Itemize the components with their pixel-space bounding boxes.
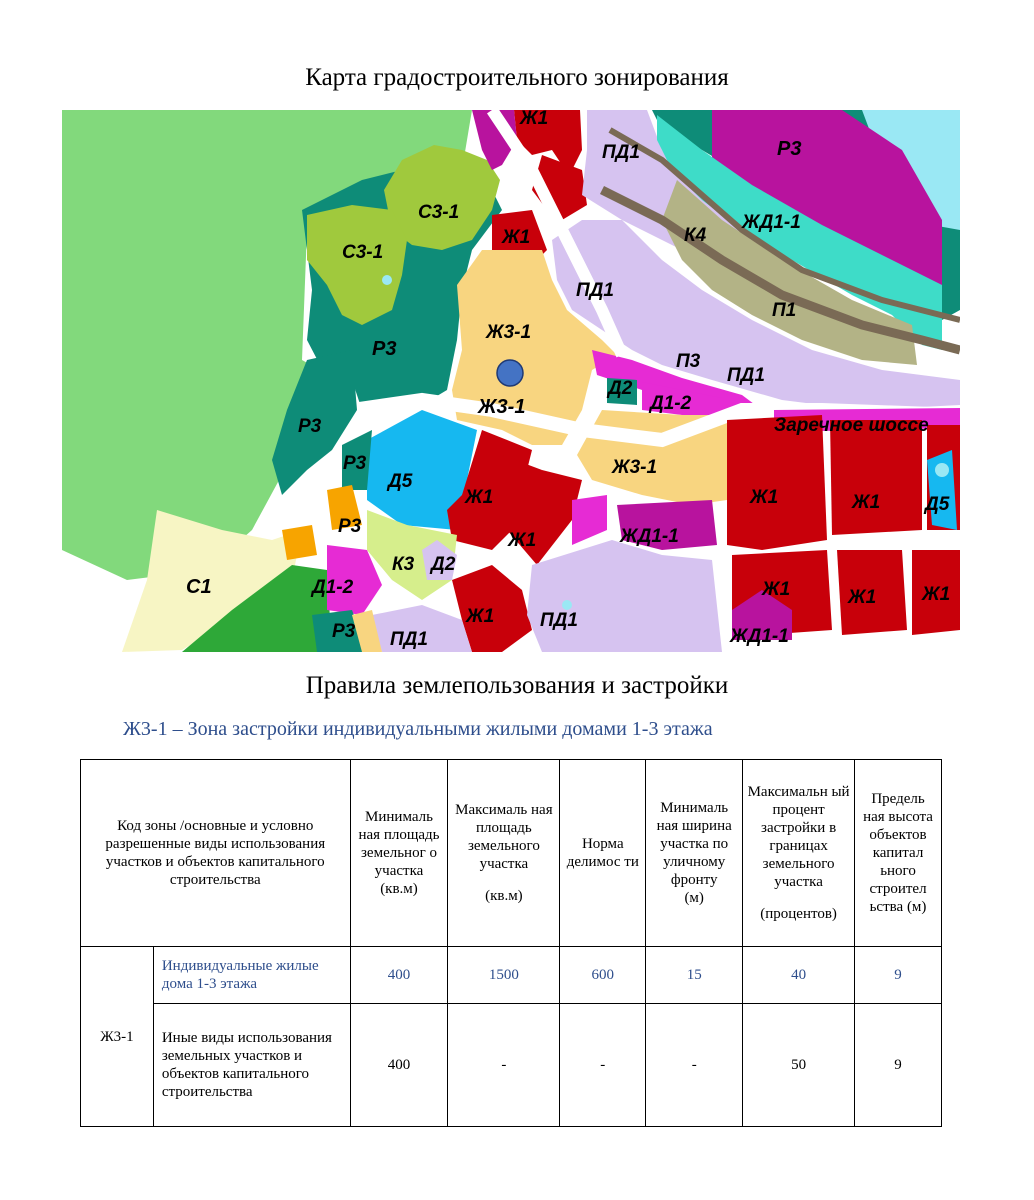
label-s1: С1 — [186, 576, 212, 598]
label-s3-1-right: С3-1 — [418, 202, 460, 223]
header-max-percent-unit: (процентов) — [760, 906, 837, 922]
label-pd1-mid: ПД1 — [576, 280, 614, 301]
table-row — [81, 1004, 942, 1127]
header-min-width-label: Минималь ная ширина участка по уличному фронту — [656, 800, 732, 888]
label-zh1-e: Ж1 — [762, 579, 791, 600]
label-s3-1-left: С3-1 — [342, 242, 384, 263]
label-pd1-bottom: ПД1 — [390, 629, 428, 650]
row-divisibility: 600 — [560, 947, 646, 1004]
label-k4: К4 — [684, 225, 707, 246]
row-max-height: 9 — [855, 947, 942, 1004]
label-d1-2-lower: Д1-2 — [312, 577, 354, 598]
label-zhd1-1-mid: ЖД1-1 — [620, 526, 679, 547]
header-min-area-label: Минималь ная площадь земельног о участка — [358, 809, 440, 879]
water-spot-a — [382, 275, 392, 285]
header-divisibility: Норма делимос ти — [560, 760, 646, 947]
header-max-percent — [743, 760, 855, 947]
label-zh1-b: Ж1 — [750, 487, 779, 508]
label-street: Заречное шоссе — [774, 415, 929, 436]
label-zh3-1-north: Ж3-1 — [486, 322, 532, 343]
label-r3-bottom: Р3 — [332, 621, 356, 642]
row-max-area: - — [448, 1004, 560, 1127]
label-p1: П1 — [772, 300, 797, 321]
row-type: Иные виды использования земельных участков и объектов капитального строительства — [153, 1004, 350, 1127]
row-type: Индивидуальные жилые дома 1-3 этажа — [153, 947, 350, 1004]
label-zh1-f: Ж1 — [848, 587, 877, 608]
zone-code-cell: Ж3-1 — [81, 947, 154, 1127]
header-min-area-unit: (кв.м) — [380, 881, 418, 897]
row-max-height: 9 — [855, 1004, 942, 1127]
table-header-row — [81, 760, 942, 947]
row-max-percent: 40 — [743, 947, 855, 1004]
label-pd1-top: ПД1 — [602, 142, 640, 163]
location-marker[interactable] — [497, 360, 523, 386]
header-max-area — [448, 760, 560, 947]
header-max-percent-label: Максимальн ый процент застройки в границах земельного участка — [747, 784, 850, 890]
header-min-width — [646, 760, 743, 947]
label-zh1-h: Ж1 — [466, 606, 495, 627]
label-r3-small: Р3 — [338, 516, 362, 537]
label-zhd1-1-top: ЖД1-1 — [742, 212, 801, 233]
rules-table — [80, 759, 942, 1127]
label-zh3-1-main: Ж3-1 — [478, 396, 526, 418]
zone-zh1-east-b[interactable] — [830, 420, 922, 535]
zoning-map[interactable] — [62, 110, 960, 652]
water-spot-b — [562, 600, 572, 610]
label-r3-d5: Р3 — [343, 453, 367, 474]
row-min-width: 15 — [646, 947, 743, 1004]
label-zh3-1-east: Ж3-1 — [612, 457, 658, 478]
label-r3-top: Р3 — [777, 138, 802, 160]
label-d5-east: Д5 — [925, 494, 950, 515]
row-min-width: - — [646, 1004, 743, 1127]
label-d2-upper: Д2 — [608, 378, 633, 399]
row-divisibility: - — [560, 1004, 646, 1127]
label-d5-west: Д5 — [388, 471, 413, 492]
row-max-area: 1500 — [448, 947, 560, 1004]
header-max-height: Предель ная высота объектов капитал ьного строител ьства (м) — [855, 760, 942, 947]
label-d2-lower: Д2 — [431, 554, 456, 575]
water-spot-c — [935, 463, 949, 477]
zone-orange[interactable] — [282, 525, 317, 560]
row-max-percent: 50 — [743, 1004, 855, 1127]
label-d1-2-upper: Д1-2 — [650, 393, 692, 414]
label-pd1-south: ПД1 — [540, 610, 578, 631]
zoning-map-canvas[interactable] — [62, 110, 960, 652]
label-r3-lower: Р3 — [298, 416, 322, 437]
zone-d5-east[interactable] — [927, 450, 957, 530]
header-max-area-unit: (кв.м) — [485, 888, 523, 904]
label-zh1-d: Ж1 — [508, 530, 537, 551]
label-p3: П3 — [676, 351, 701, 372]
header-code: Код зоны /основные и условно разрешенные виды использования участков и объектов капитального строительства — [81, 760, 351, 947]
header-max-area-label: Максималь ная площадь земельного участка — [455, 802, 553, 872]
table-row — [81, 947, 942, 1004]
label-k3: К3 — [392, 554, 415, 575]
label-zh1-g: Ж1 — [922, 584, 951, 605]
rules-title: Правила землепользования и застройки — [305, 672, 729, 699]
row-min-area: 400 — [350, 947, 448, 1004]
zone-heading: Ж3-1 – Зона застройки индивидуальными жилыми домами 1-3 этажа — [123, 718, 713, 740]
label-zh1-c: Ж1 — [852, 492, 881, 513]
map-title: Карта градостроительного зонирования — [305, 64, 729, 91]
header-min-area — [350, 760, 448, 947]
label-zh1-a: Ж1 — [465, 487, 494, 508]
header-min-width-unit: (м) — [684, 890, 704, 906]
label-r3-west: Р3 — [372, 338, 397, 360]
label-zhd1-1-bottom: ЖД1-1 — [730, 626, 789, 647]
label-zh1-upper: Ж1 — [502, 227, 531, 248]
label-pd1-east: ПД1 — [727, 365, 765, 386]
row-min-area: 400 — [350, 1004, 448, 1127]
label-zh1-top: Ж1 — [520, 110, 549, 129]
